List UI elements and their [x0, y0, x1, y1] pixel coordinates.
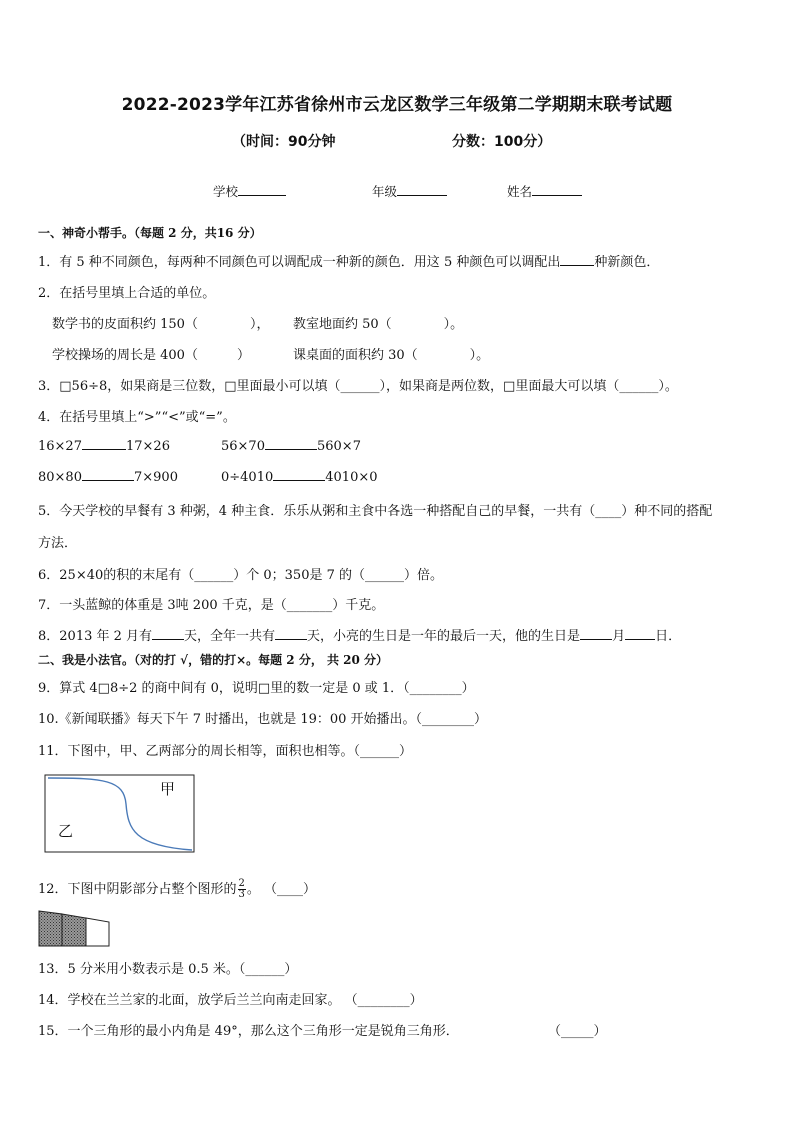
- q8-text: 天，全年一共有: [184, 629, 276, 644]
- q4-expr: 0÷4010: [221, 470, 274, 485]
- question-5-line-1: 5．今天学校的早餐有 3 种粥，4 种主食．乐乐从粥和主食中各选一种搭配自己的早餐，一共有（____）种不同的搭配: [38, 504, 713, 519]
- exam-score: 分数：100分）: [452, 134, 552, 150]
- question-4-row-2: [38, 468, 178, 485]
- section2-heading: 二、我是小法官。（对的打 √，错的打×。每题 2 分， 共 20 分）: [38, 653, 389, 667]
- q1-text-b: 种新颜色．: [594, 255, 660, 270]
- question-7: 7．一头蓝鲸的体重是 3吨 200 千克，是（_______）千克。: [38, 598, 385, 613]
- q11-label-yi: 乙: [58, 822, 74, 840]
- question-15: 15．一个三角形的最小内角是 49°，那么这个三角形一定是锐角三角形．: [38, 1024, 459, 1039]
- q4-expr: 7×900: [133, 470, 178, 485]
- question-6: 6．25×40的积的末尾有（______）个 0；350是 7 的（______）倍。: [38, 568, 443, 583]
- q8-text: 天，小亮的生日是一年的最后一天，他的生日是: [307, 629, 581, 644]
- q4-expr: 4010×0: [325, 470, 378, 485]
- question-2-item-d: 课桌面的面积约 30（ ）。: [293, 348, 490, 363]
- q8-text: 日．: [655, 629, 682, 644]
- q12-fraction: [238, 879, 246, 900]
- q1-blank[interactable]: [560, 253, 594, 266]
- page-title: 2022-2023学年江苏省徐州市云龙区数学三年级第二学期期末联考试题: [121, 95, 673, 115]
- question-8: [38, 625, 681, 644]
- q12-numerator: 2: [238, 878, 245, 889]
- q4-expr: 560×7: [316, 439, 361, 454]
- question-2-stem: 2．在括号里填上合适的单位。: [38, 286, 216, 301]
- q12-text: 12．下图中阴影部分占整个图形的: [38, 882, 237, 897]
- grade-field[interactable]: [372, 182, 447, 200]
- question-3: 3．□56÷8，如果商是三位数，□里面最小可以填（______），如果商是两位数，□里面最大可以填（______）。: [38, 379, 678, 394]
- question-12: [38, 878, 316, 900]
- question-2-item-c: 学校操场的周长是 400（ ）: [52, 348, 250, 363]
- grade-blank[interactable]: [397, 183, 447, 196]
- q8-blank[interactable]: [625, 627, 655, 640]
- q4-expr: 17×26: [125, 439, 170, 454]
- q12-shaded-part: [39, 911, 62, 946]
- section1-heading: 一、神奇小帮手。（每题 2 分，共16 分）: [38, 226, 262, 240]
- q8-blank[interactable]: [152, 627, 184, 640]
- q11-figure: [44, 774, 196, 854]
- q8-blank[interactable]: [580, 627, 612, 640]
- q12-figure: [38, 910, 112, 948]
- name-field[interactable]: [507, 182, 582, 200]
- grade-label: 年级: [372, 184, 398, 199]
- school-label: 学校: [213, 184, 239, 199]
- question-15-answer: （_____）: [548, 1024, 607, 1039]
- q11-label-jia: 甲: [160, 780, 176, 798]
- question-1: [38, 251, 659, 270]
- exam-time: （时间：90分钟: [232, 134, 336, 150]
- q4-blank[interactable]: [265, 437, 317, 450]
- q4-expr: 80×80: [38, 470, 82, 485]
- question-11: 11．下图中，甲、乙两部分的周长相等，面积也相等。（______）: [38, 744, 413, 759]
- q12-text: 。 （____）: [246, 882, 317, 897]
- question-4-stem: 4．在括号里填上“>”“<”或“=”。: [38, 410, 236, 425]
- question-14: 14．学校在兰兰家的北面，放学后兰兰向南走回家。 （________）: [38, 993, 423, 1008]
- q1-text-a: 1．有 5 种不同颜色，每两种不同颜色可以调配成一种新的颜色．用这 5 种颜色可以调配出: [38, 255, 561, 270]
- q8-text: 8．2013 年 2 月有: [38, 629, 153, 644]
- q4-blank[interactable]: [82, 437, 126, 450]
- question-10: 10.《新闻联播》每天下午 7 时播出，也就是 19：00 开始播出。（________）: [38, 712, 488, 727]
- q4-expr: 56×70: [221, 439, 265, 454]
- question-5-line-2: 方法．: [38, 536, 78, 551]
- q12-shaded-part: [62, 914, 86, 946]
- question-4-row-2b: [221, 468, 378, 485]
- name-blank[interactable]: [532, 183, 582, 196]
- name-label: 姓名: [507, 184, 533, 199]
- q4-blank[interactable]: [82, 468, 134, 481]
- question-9: 9．算式 4□8÷2 的商中间有 0，说明□里的数一定是 0 或 1．（________）: [38, 681, 475, 696]
- q12-blank-part: [86, 918, 109, 946]
- school-field[interactable]: [213, 182, 286, 200]
- q12-denominator: 3: [238, 889, 245, 900]
- question-2-item-a: 数学书的皮面积约 150（ ），: [52, 317, 270, 332]
- q4-expr: 16×27: [38, 439, 82, 454]
- q8-blank[interactable]: [275, 627, 307, 640]
- school-blank[interactable]: [238, 183, 286, 196]
- question-2-item-b: 教室地面约 50（ ）。: [293, 317, 464, 332]
- question-4-row-1: [38, 437, 170, 454]
- question-4-row-1b: [221, 437, 361, 454]
- q4-blank[interactable]: [273, 468, 325, 481]
- question-13: 13．5 分米用小数表示是 0.5 米。（______）: [38, 962, 298, 977]
- q8-text: 月: [612, 629, 626, 644]
